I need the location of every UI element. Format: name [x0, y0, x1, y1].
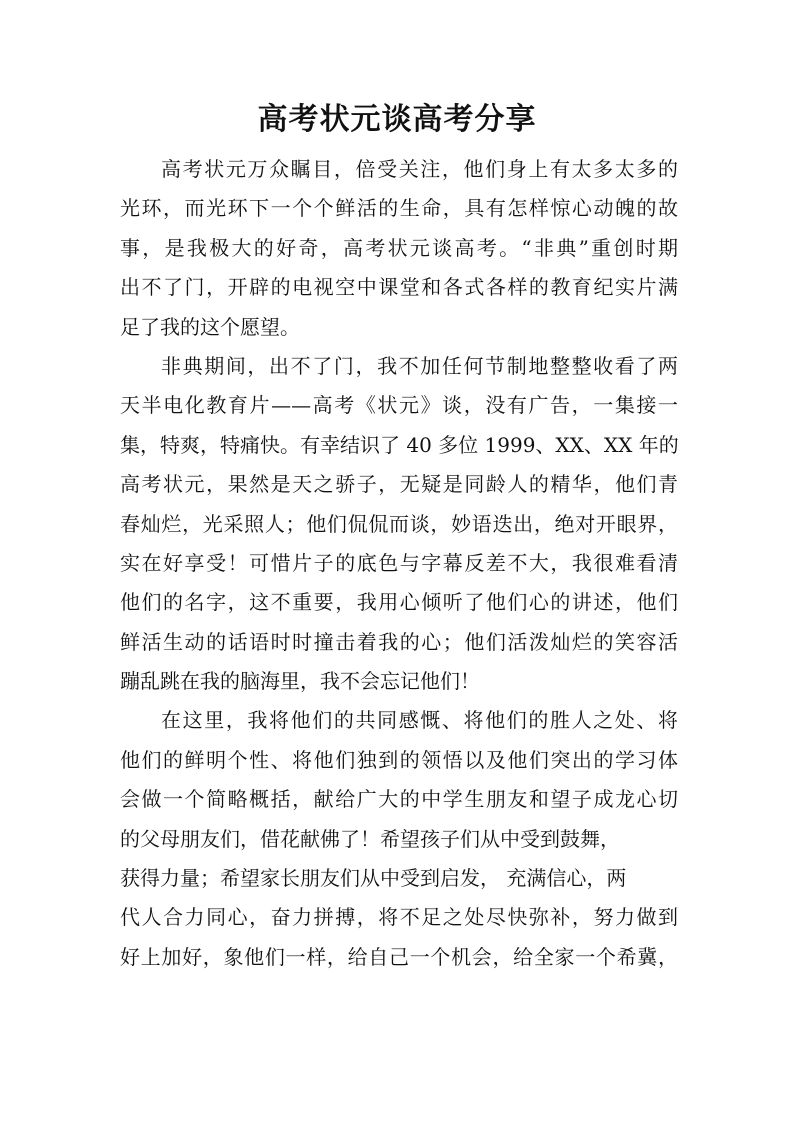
text-line: 鲜活生动的话语时时撞击着我的心；他们活泼灿烂的笑容活 — [120, 629, 678, 654]
text-line: 在这里，我将他们的共同感慨、将他们的胜人之处、将 — [161, 708, 678, 733]
text-line: 高考状元，果然是天之骄子，无疑是同龄人的精华，他们青 — [120, 472, 678, 497]
text-line: 会做一个简略概括，献给广大的中学生朋友和望子成龙心切 — [120, 787, 678, 812]
text-line: 好上加好，象他们一样，给自己一个机会，给全家一个希冀， — [120, 944, 678, 969]
text-line: 集，特爽，特痛快。有幸结识了 40 多位 1999、XX、XX 年的 — [120, 432, 679, 457]
text-line: 天半电化教育片——高考《状元》谈，没有广告，一集接一 — [120, 393, 678, 418]
text-line: 出不了门，开辟的电视空中课堂和各式各样的教育纪实片满 — [120, 275, 678, 300]
text-line: 光环，而光环下一个个鲜活的生命，具有怎样惊心动魄的故 — [120, 196, 678, 221]
text-line: 蹦乱跳在我的脑海里，我不会忘记他们！ — [120, 669, 480, 694]
text-line: 非典期间，出不了门，我不加任何节制地整整收看了两 — [161, 353, 678, 378]
text-line: 春灿烂，光采照人；他们侃侃而谈，妙语迭出，绝对开眼界， — [120, 511, 678, 536]
text-line: 事，是我极大的好奇，高考状元谈高考。“非典”重创时期 — [120, 235, 678, 260]
document-body — [120, 150, 678, 977]
text-line: 实在好享受！可惜片子的底色与字幕反差不大，我很难看清 — [120, 550, 678, 575]
text-line: 他们的鲜明个性、将他们独到的领悟以及他们突出的学习体 — [120, 747, 678, 772]
document-title: 高考状元谈高考分享 — [257, 102, 537, 137]
text-line: 高考状元万众瞩目，倍受关注，他们身上有太多太多的 — [161, 157, 678, 181]
text-line: 获得力量；希望家长朋友们从中受到启发， 充满信心，两 — [120, 866, 627, 891]
text-line: 的父母朋友们，借花献佛了！希望孩子们从中受到鼓舞， — [120, 826, 620, 851]
text-line: 足了我的这个愿望。 — [120, 314, 300, 339]
text-line: 代人合力同心，奋力拼搏，将不足之处尽快弥补，努力做到 — [120, 905, 678, 930]
text-line: 他们的名字，这不重要，我用心倾听了他们心的讲述，他们 — [120, 590, 678, 615]
